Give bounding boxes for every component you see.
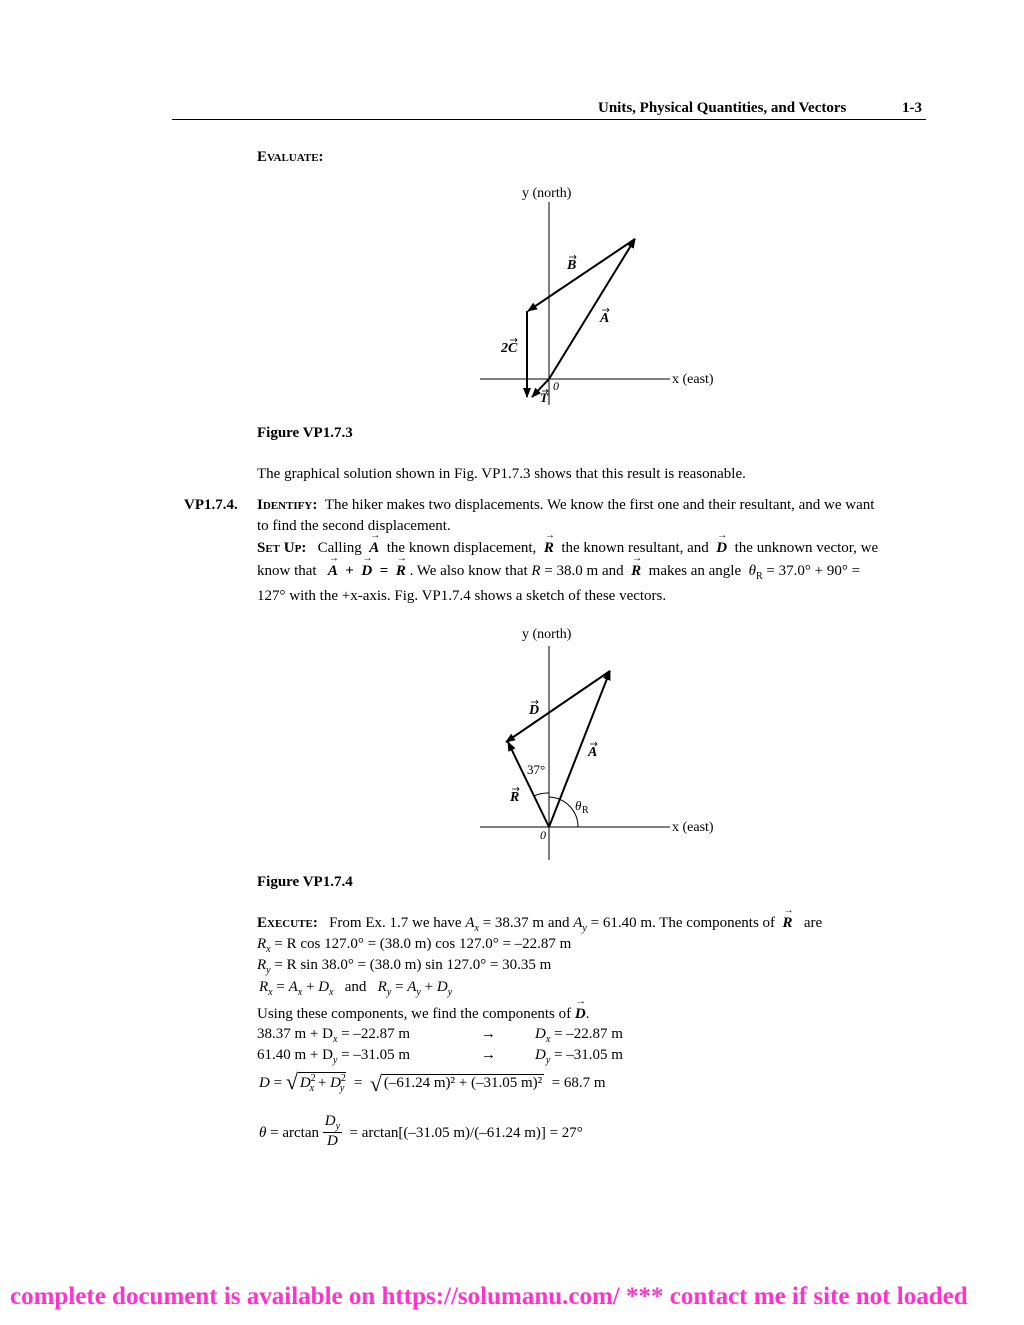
execute-line-7-right: $D_y = -31.05$ m	[535, 1047, 623, 1066]
execute-line-6-right: $D_x = -22.87$ m	[535, 1026, 623, 1045]
execute-line-1: Execute: From Ex. 1.7 we have $A_x = 38.37$ m and $A_y = 61.40$ m. The components of → R are	[257, 915, 822, 934]
angle-arc-theta	[549, 797, 578, 827]
vector-A-arrow	[549, 239, 635, 379]
fig1-label-B: B	[567, 258, 577, 273]
figure-vp1-7-4	[470, 622, 730, 862]
fig2-y-axis-label: y (north)	[522, 627, 572, 642]
figure-caption-vp1-7-4: Figure VP1.7.4	[257, 874, 353, 890]
figure-vp1-7-3	[470, 180, 730, 410]
problem-number: VP1.7.4.	[184, 497, 238, 513]
vector-D-arrow	[506, 671, 610, 742]
execute-line-6-left: 38.37 $m + D_x = -22.87$ m	[257, 1026, 411, 1045]
fig1-x-axis-label: x (east)	[672, 372, 714, 387]
fig1-origin-label: 0	[553, 379, 559, 393]
setup-vector-D: → D	[716, 540, 727, 557]
setup-heading: Set Up:	[257, 540, 307, 556]
fig1-label-2C: 2C	[501, 341, 518, 356]
execute-line-2: $R_x = R$ cos 127.0° = (38.0 m) cos 127.0° = –22.87 m	[257, 936, 572, 955]
evaluate-heading: Evaluate:	[257, 149, 324, 165]
fig2-theta-label: θ	[575, 798, 582, 813]
fig2-x-axis-label: x (east)	[672, 820, 714, 835]
fig1-label-T: T	[540, 390, 548, 405]
fig1-y-axis-label: y (north)	[522, 186, 572, 201]
fig2-label-D: D	[529, 703, 540, 718]
execute-line-3: $R_y = R$ sin 38.0° = (38.0 m) sin 127.0° = 30.35 m	[257, 957, 552, 976]
setup-line-3: 127° with the +x-axis. Fig. VP1.7.4 shows a sketch of these vectors.	[257, 588, 667, 604]
setup-vector-R: → R	[544, 540, 554, 557]
execute-heading: Execute:	[257, 915, 318, 931]
identify-heading: Identify:	[257, 497, 318, 513]
footer-banner: complete document is available on https://solumanu.com/ *** contact me if site not loaded	[10, 1283, 968, 1310]
fig2-origin-label: 0	[540, 828, 546, 842]
fig2-label-R: R	[510, 790, 520, 805]
evaluate-paragraph: The graphical solution shown in Fig. VP1.7.3 shows that this result is reasonable.	[257, 466, 746, 482]
setup-vector-A: → A	[369, 540, 379, 557]
execute-line-8: D = √ $D^2_x + D^2_y$ = √ (–61.24 m)² + (–31.05 m)² = 68.7 m	[259, 1069, 606, 1096]
header-rule	[172, 119, 926, 120]
angle-arc-37	[534, 793, 549, 796]
execute-line-7-arrow: →	[481, 1047, 496, 1063]
fig1-label-A: A	[600, 311, 610, 326]
setup-line-1: Set Up: Calling → A the known displacement, → R the known resultant, and → D the unknown vector, we	[257, 540, 878, 557]
figure-caption-vp1-7-3: Figure VP1.7.3	[257, 425, 353, 441]
execute-line-5: Using these components, we find the components of → D.	[257, 1006, 589, 1023]
sqrt-inner-expression: (–61.24 m)² + (–31.05 m)²	[383, 1075, 543, 1091]
execute-line-4: $R_x = A_x + D_x$ and $R_y = A_y + D_y$	[259, 979, 453, 998]
execute-line-9: θ = arctan $\frac{D_y}{D}$ = arctan[(–31.05 m)/(–61.24 m)] = 27°	[259, 1113, 583, 1149]
setup-line-2: know that → A + → D = → R . We also know that R = 38.0 m and → R makes an angle $\theta_R = 37.0^\circ + 90^\circ$ =	[257, 563, 860, 582]
execute-line-6-arrow: →	[481, 1026, 496, 1042]
identify-line-2: to find the second displacement.	[257, 518, 451, 534]
vector-R-arrow	[508, 742, 549, 827]
execute-line-7-left: 61.40 $m + D_y = -31.05$ m	[257, 1047, 411, 1066]
identify-text-1: The hiker makes two displacements. We know the first one and their resultant, and we want	[324, 497, 875, 513]
page-number: 1-3	[902, 100, 922, 116]
fig2-theta-sub: R	[582, 805, 589, 816]
vector-B-arrow	[528, 239, 635, 311]
fig2-angle-label: 37°	[527, 762, 546, 777]
identify-line-1	[257, 497, 874, 514]
running-header-title: Units, Physical Quantities, and Vectors	[598, 100, 847, 116]
fig2-label-A: A	[588, 745, 598, 760]
